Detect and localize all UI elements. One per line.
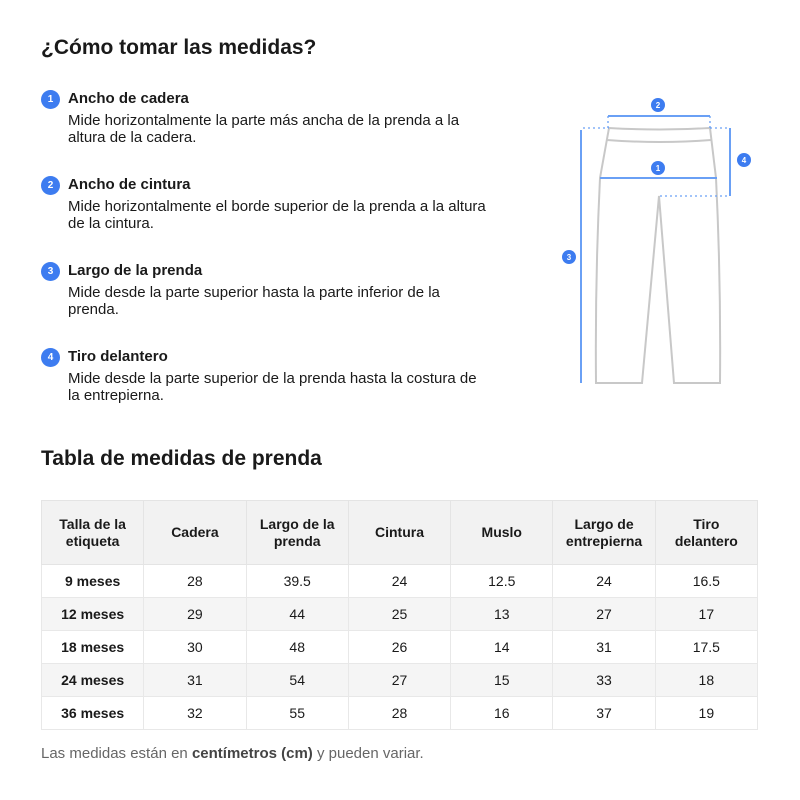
size-table [41,500,758,730]
value-cell: 27 [348,664,450,697]
step-number-badge: 1 [41,90,60,109]
step-number-badge: 4 [41,348,60,367]
size-cell: 9 meses [42,565,144,598]
table-row [42,631,758,664]
value-cell: 26 [348,631,450,664]
value-cell: 13 [451,598,553,631]
value-cell: 24 [553,565,655,598]
size-cell: 18 meses [42,631,144,664]
table-row [42,664,758,697]
size-cell: 36 meses [42,697,144,730]
value-cell: 16 [451,697,553,730]
value-cell: 48 [246,631,348,664]
column-header: Largo de entrepierna [553,501,655,565]
column-header: Talla de la etiqueta [42,501,144,565]
value-cell: 19 [655,697,757,730]
step-description: Mide desde la parte superior de la prenda hasta la costura de la entrepierna. [68,370,477,404]
table-row [42,598,758,631]
value-cell: 54 [246,664,348,697]
value-cell: 33 [553,664,655,697]
value-cell: 18 [655,664,757,697]
table-row [42,565,758,598]
step-title: Largo de la prenda [68,262,203,279]
value-cell: 27 [553,598,655,631]
value-cell: 12.5 [451,565,553,598]
value-cell: 17 [655,598,757,631]
value-cell: 14 [451,631,553,664]
step-title: Tiro delantero [68,348,168,365]
step-description: Mide horizontalmente el borde superior de la prenda a la altura de la cintura. [68,198,486,232]
column-header: Cadera [144,501,246,565]
value-cell: 17.5 [655,631,757,664]
value-cell: 29 [144,598,246,631]
column-header: Tiro delantero [655,501,757,565]
column-header: Largo de la prenda [246,501,348,565]
value-cell: 15 [451,664,553,697]
value-cell: 37 [553,697,655,730]
value-cell: 16.5 [655,565,757,598]
step-number-badge: 3 [41,262,60,281]
value-cell: 28 [144,565,246,598]
page-title: ¿Cómo tomar las medidas? [41,36,317,59]
footer-note: Las medidas están en centímetros (cm) y pueden variar. [41,745,424,762]
step-title: Ancho de cintura [68,176,191,193]
svg-text:3: 3 [566,253,572,262]
size-cell: 12 meses [42,598,144,631]
step-description: Mide horizontalmente la parte más ancha de la prenda a la altura de la cadera. [68,112,460,146]
svg-text:4: 4 [741,156,747,165]
value-cell: 39.5 [246,565,348,598]
value-cell: 44 [246,598,348,631]
size-cell: 24 meses [42,664,144,697]
value-cell: 31 [144,664,246,697]
step-description: Mide desde la parte superior hasta la parte inferior de la prenda. [68,284,440,318]
value-cell: 28 [348,697,450,730]
table-title: Tabla de medidas de prenda [41,447,322,470]
value-cell: 31 [553,631,655,664]
value-cell: 24 [348,565,450,598]
value-cell: 32 [144,697,246,730]
svg-text:2: 2 [655,101,661,110]
svg-text:1: 1 [655,164,661,173]
table-row [42,697,758,730]
column-header: Cintura [348,501,450,565]
value-cell: 30 [144,631,246,664]
step-title: Ancho de cadera [68,90,189,107]
step-number-badge: 2 [41,176,60,195]
value-cell: 55 [246,697,348,730]
column-header: Muslo [451,501,553,565]
value-cell: 25 [348,598,450,631]
